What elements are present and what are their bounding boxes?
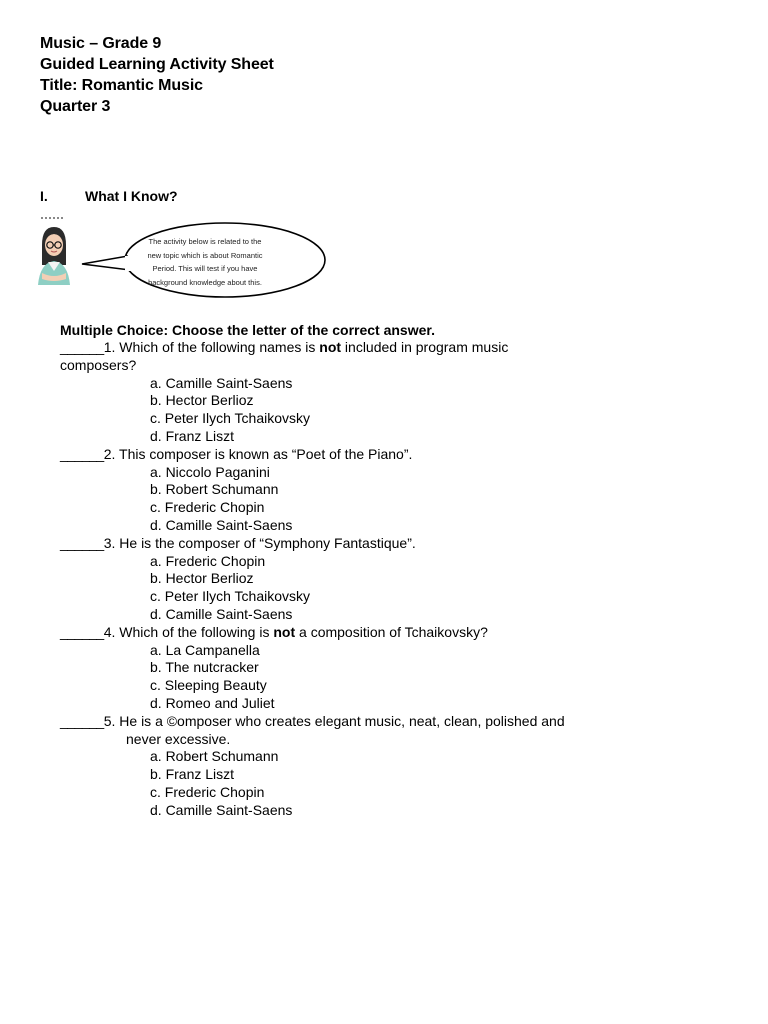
question-5: ______5. He is a ©omposer who creates elegant music, neat, clean, polished and never excessive. a. Robert Schumann b. Franz Liszt c. Frederic Chopin d. Camille Saint-Saens bbox=[60, 713, 660, 820]
choice: b. Robert Schumann bbox=[150, 481, 279, 498]
quarter: Quarter 3 bbox=[40, 98, 111, 115]
answer-blank[interactable]: ______ bbox=[60, 534, 104, 551]
choice: a. Frederic Chopin bbox=[150, 552, 266, 569]
document-header bbox=[40, 33, 274, 117]
question-list bbox=[60, 339, 660, 820]
choice: a. Camille Saint-Saens bbox=[150, 374, 293, 391]
choice: a. Niccolo Paganini bbox=[150, 463, 270, 480]
choice: b. Franz Liszt bbox=[150, 766, 235, 783]
bubble-text: The activity below is related to the new topic which is about Romantic Period. This will test if you have background knowledge about this. bbox=[147, 237, 263, 287]
choice: c. Sleeping Beauty bbox=[150, 677, 267, 694]
choice: b. Hector Berlioz bbox=[150, 392, 254, 409]
question-2: ______2. This composer is known as “Poet of the Piano”. a. Niccolo Paganini b. Robert Schumann c. Frederic Chopin d. Camille Saint-Saens bbox=[60, 446, 660, 535]
question-3: ______3. He is the composer of “Symphony Fantastique”. a. Frederic Chopin b. Hector Berlioz c. Peter Ilych Tchaikovsky d. Camille Saint-Saens bbox=[60, 535, 660, 624]
answer-blank[interactable]: ______ bbox=[60, 712, 104, 729]
choice: b. Hector Berlioz bbox=[150, 570, 254, 587]
choice: c. Peter Ilych Tchaikovsky bbox=[150, 410, 311, 427]
question-4: ______4. Which of the following is not a composition of Tchaikovsky? a. La Campanella b. The nutcracker c. Sleeping Beauty d. Romeo and Juliet bbox=[60, 624, 660, 713]
answer-blank[interactable]: ______ bbox=[60, 445, 104, 462]
subject-grade: Music – Grade 9 bbox=[40, 35, 162, 52]
answer-blank[interactable]: ______ bbox=[60, 339, 104, 355]
section-title: What I Know? bbox=[85, 188, 178, 204]
section-number: I. bbox=[40, 188, 48, 204]
choice: b. The nutcracker bbox=[150, 659, 259, 676]
choice: d. Romeo and Juliet bbox=[150, 694, 275, 711]
choice: a. Robert Schumann bbox=[150, 748, 279, 765]
question-1: ______1. Which of the following names is not included in program music composers? a. Camille Saint-Saens b. Hector Berlioz c. Peter Ilych Tchaikovsky d. Franz Liszt bbox=[60, 339, 660, 446]
sheet-type: Guided Learning Activity Sheet bbox=[40, 56, 274, 73]
choice: d. Camille Saint-Saens bbox=[150, 605, 293, 622]
choice: a. La Campanella bbox=[150, 641, 260, 658]
choice: c. Frederic Chopin bbox=[150, 499, 265, 516]
answer-blank[interactable]: ______ bbox=[60, 623, 104, 640]
choice: d. Camille Saint-Saens bbox=[150, 516, 293, 533]
choice: c. Peter Ilych Tchaikovsky bbox=[150, 588, 311, 605]
choice: d. Franz Liszt bbox=[150, 427, 235, 444]
choice: c. Frederic Chopin bbox=[150, 783, 265, 800]
teacher-avatar-icon bbox=[36, 215, 82, 287]
choice: d. Camille Saint-Saens bbox=[150, 801, 293, 818]
multiple-choice-instruction: Multiple Choice: Choose the letter of the correct answer. bbox=[60, 322, 435, 338]
section-heading bbox=[40, 187, 178, 205]
lesson-title: Title: Romantic Music bbox=[40, 77, 203, 94]
